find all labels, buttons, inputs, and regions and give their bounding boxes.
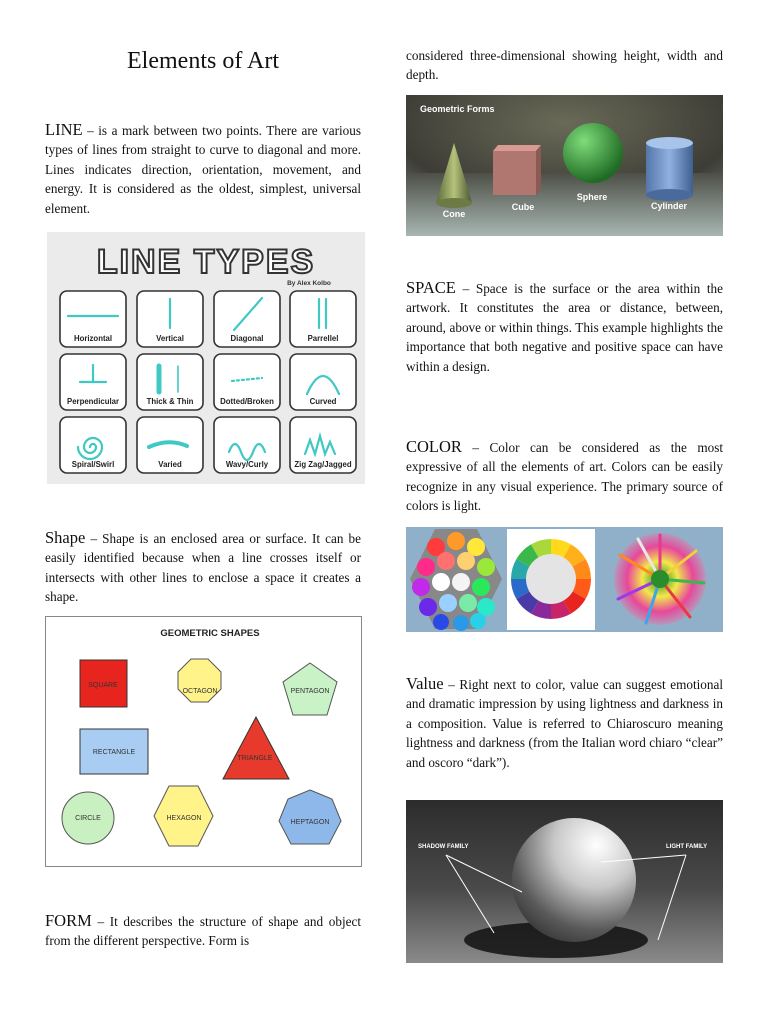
form-label: Cone [442,209,466,219]
light-family-label: LIGHT FAMILY [666,844,708,850]
geometric-forms-heading: Geometric Forms [420,104,495,114]
value-sphere [512,818,636,942]
octagon-shape [178,659,221,702]
line-type-label: Vertical [156,334,184,343]
geometric-shapes-heading: GEOMETRIC SHAPES [160,628,260,639]
line-type-label: Wavy/Curly [225,460,269,469]
value-graphic [406,800,723,963]
form-text: – It describes the structure of shape and object from the different perspective. Form is [45,914,361,949]
shape-label: TRIANGLE [237,755,273,762]
value-text: – Right next to color, value can suggest emotional and dramatic impression by using lightness and darkness in a composition. Value is referred to Chiaroscuro meaning lightness and darkness (from the Italian word chiaro “clear” and oscoro “dark”). [406,677,723,770]
form-paragraph [45,911,361,951]
form-continued-text: considered three-dimensional showing height, width and depth. [406,48,723,83]
form-label: Cylinder [650,201,688,211]
line-paragraph [45,120,361,218]
color-figure [406,527,723,632]
line-term: LINE [45,120,83,139]
space-term: SPACE [406,278,456,297]
shape-paragraph [45,528,361,607]
shape-label: RECTANGLE [92,749,136,756]
shape-label: HEXAGON [166,815,202,822]
shape-label: CIRCLE [75,815,101,822]
shape-label: HEPTAGON [290,819,330,826]
line-type-label: Perpendicular [67,397,119,406]
line-type-label: Thick & Thin [146,397,194,406]
line-text: – is a mark between two points. There are various types of lines from straight to curve to diagonal and more. Lines indicates direction, orientation, movement, and energy. It is considered as the oldest, simplest, universal element. [45,123,361,216]
color-wheel [511,539,591,619]
line-type-label: Dotted/Broken [220,397,274,406]
space-paragraph [406,278,723,376]
line-type-label: Zig Zag/Jagged [294,460,352,469]
form-continued-paragraph [406,46,723,85]
line-type-label: Horizontal [73,334,113,343]
line-type-label: Varied [158,460,182,469]
line-types-figure [47,232,365,484]
form-label: Cube [511,202,535,212]
geometric-forms-graphic [406,95,723,236]
form-term: FORM [45,911,92,930]
line-types-graphic [47,232,365,484]
line-type-label: Spiral/Swirl [71,460,115,469]
sphere-form [563,123,623,183]
line-types-author: By Alex Kolbo [287,280,331,287]
geometric-forms-figure [406,95,723,236]
line-types-heading: LINE TYPES [96,243,316,281]
color-text: – Color can be considered as the most expressive of all the elements of art. Colors can be easily recognize in any visual experience. The primary source of colors is light. [406,440,723,514]
line-type-label: Curved [309,397,337,406]
color-graphic [406,527,723,632]
shape-label: SQUARE [88,682,118,689]
shape-term: Shape [45,528,86,547]
cube-form [493,151,536,195]
geometric-shapes-graphic [45,616,362,867]
shape-text: – Shape is an enclosed area or surface. It can be easily identified because when a line crosses itself or intersects with other lines to enclose a space it creates a shape. [45,531,361,605]
color-paragraph [406,437,723,516]
color-term: COLOR [406,437,462,456]
line-type-label: Parrellel [307,334,339,343]
shape-label: OCTAGON [182,688,218,695]
line-type-label: Diagonal [230,334,264,343]
cylinder-form [646,143,693,195]
geometric-shapes-figure [45,616,362,867]
value-figure [406,800,723,963]
shape-label: PENTAGON [290,688,330,695]
value-term: Value [406,674,444,693]
color-flower [614,533,706,625]
form-label: Sphere [576,192,608,202]
space-text: – Space is the surface or the area within the artwork. It constitutes the area or distance, between, around, above or within things. This example highlights the importance that both negative and positive space can have within a design. [406,281,723,374]
shadow-family-label: SHADOW FAMILY [418,844,469,850]
page-title: Elements of Art [127,48,279,74]
value-paragraph [406,674,723,772]
